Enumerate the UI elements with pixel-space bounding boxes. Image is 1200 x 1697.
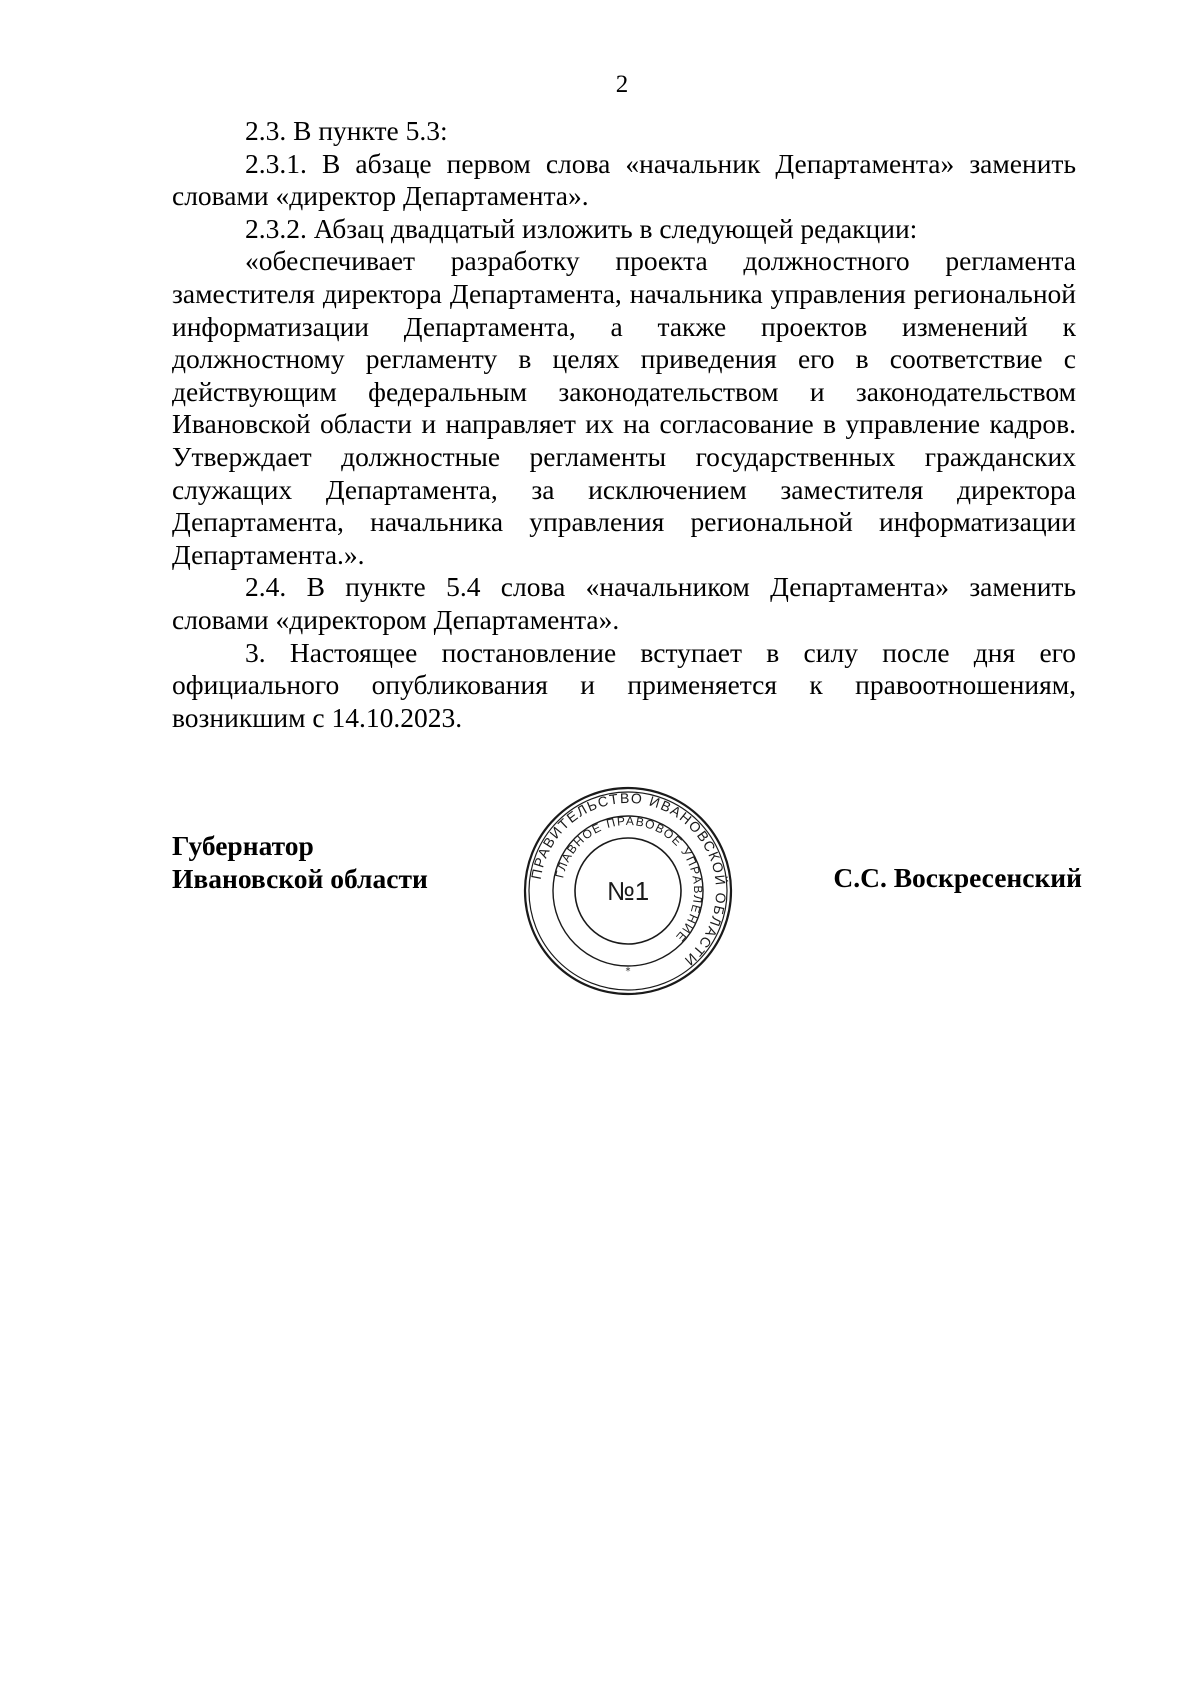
official-seal-stamp: [522, 785, 734, 997]
signatory-position-line2: Ивановской области: [172, 862, 428, 894]
document-body: [172, 115, 1076, 734]
paragraph-3: 3. Настоящее постановление вступает в силу после дня его официального опубликования и применяется к правоотношениям, возникшим с 14.10.2023.: [172, 636, 1076, 733]
signatory-position-line1: Губернатор: [172, 830, 314, 861]
paragraph-2-3: 2.3. В пункте 5.3:: [245, 115, 448, 146]
signatory-position: [172, 830, 428, 895]
stamp-inner-text: ГЛАВНОЕ ПРАВОВОЕ УПРАВЛЕНИЕ: [552, 813, 706, 946]
stamp-star-icon: *: [625, 966, 631, 977]
paragraph-2-3-1: 2.3.1. В абзаце первом слова «начальник Департамента» заменить словами «директор Департамента».: [172, 147, 1076, 212]
paragraph-2-4: 2.4. В пункте 5.4 слова «начальником Департамента» заменить словами «директором Департамента».: [172, 571, 1076, 635]
paragraph-2-3-2: 2.3.2. Абзац двадцатый изложить в следующей редакции:: [245, 212, 918, 244]
paragraph-quoted-text: «обеспечивает разработку проекта должностного регламента заместителя директора Департамента, начальника управления региональной информатизации Департамента, а также проектов изменений к должностному регламенту в целях приведения его в соответствие с действующим федеральным законодательством и законодательством Ивановской области и направляет их на согласование в управление кадров. Утверждает должностные регламенты государственных гражданских служащих Департамента, за исключением заместителя директора Департамента, начальника управления региональной информатизации Департамента.».: [172, 245, 1076, 570]
stamp-outer-text: ПРАВИТЕЛЬСТВО ИВАНОВСКОЙ ОБЛАСТИ: [527, 789, 730, 970]
stamp-center-number: №1: [606, 876, 650, 906]
signatory-name: С.С. Воскресенский: [833, 862, 1082, 893]
page-number: 2: [615, 71, 629, 98]
